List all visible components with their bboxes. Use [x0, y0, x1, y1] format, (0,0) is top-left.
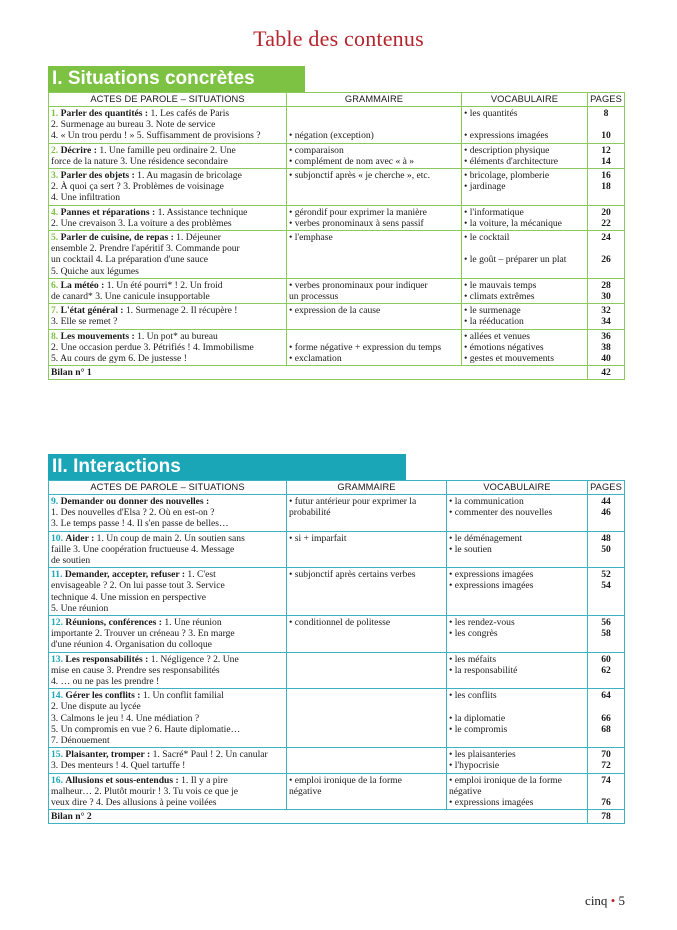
- vocabulaire-line: • les conflits: [449, 690, 497, 702]
- page-number: 18: [601, 181, 611, 193]
- unit-title: Demander, accepter, refuser :: [64, 569, 186, 581]
- unit-title: Allusions et sous-entendus :: [65, 774, 179, 786]
- actes-line: [51, 749, 284, 760]
- vocabulaire-line: • les rendez-vous: [449, 617, 515, 629]
- blank-line: [464, 119, 585, 130]
- page-number: 8: [603, 108, 609, 119]
- page-number: 62: [601, 664, 611, 676]
- actes-line: de soutien: [51, 555, 91, 567]
- unit-title: L'état général :: [60, 305, 124, 317]
- unit-title: Les mouvements :: [60, 330, 135, 342]
- page-number: 40: [601, 353, 611, 365]
- grammaire-line: • verbes pronominaux à sens passif: [289, 217, 424, 229]
- grammaire-line: • gérondif pour exprimer la manière: [289, 206, 427, 218]
- table-row: [49, 231, 625, 279]
- table-row: [49, 652, 625, 689]
- grammaire-line: • négation (exception): [289, 130, 374, 142]
- page-number: 48: [601, 532, 611, 544]
- actes-cell: [49, 531, 287, 568]
- pages-cell: [588, 169, 625, 206]
- actes-cell: [49, 329, 287, 366]
- actes-line: importante 2. Trouver un créneau ? 3. En marge: [51, 628, 235, 640]
- unit-title: Plaisanter, tromper :: [65, 749, 151, 761]
- grammaire-line: • emploi ironique de la forme: [289, 774, 402, 786]
- actes-cell: [49, 143, 287, 168]
- actes-line: [51, 654, 284, 665]
- bilan-page: 42: [588, 366, 625, 380]
- vocabulaire-line: • allées et venues: [464, 330, 530, 342]
- actes-line: veux dire ? 4. Des allusions à peine voilées: [51, 797, 217, 809]
- actes-line: technique 4. Une mission en perspective: [51, 591, 207, 603]
- blank-line: [464, 243, 585, 254]
- pages-cell: [588, 107, 625, 144]
- pages-cell: [588, 748, 625, 773]
- actes-line: 1. Des nouvelles d'Elsa ? 2. Où en est-on ?: [51, 507, 215, 519]
- vocabulaire-cell: [447, 495, 588, 532]
- grammaire-line: • conditionnel de politesse: [289, 617, 391, 629]
- actes-text: 1. C'est: [185, 569, 216, 581]
- grammaire-cell: [287, 169, 462, 206]
- actes-line: force de la nature 3. Une résidence secondaire: [51, 155, 228, 167]
- actes-line: 7. Dénouement: [51, 735, 110, 747]
- page-number: 46: [601, 507, 611, 519]
- pages-cell: [588, 205, 625, 230]
- blank-line: [289, 119, 459, 130]
- unit-number: 2.: [51, 144, 59, 156]
- grammaire-cell: [287, 304, 462, 329]
- actes-cell: [49, 616, 287, 653]
- page-number: 22: [601, 217, 611, 229]
- pages-cell: [588, 231, 625, 279]
- unit-title: Aider :: [65, 532, 95, 544]
- actes-line: [51, 331, 284, 342]
- unit-number: 6.: [51, 279, 59, 291]
- page-number: 76: [601, 797, 611, 809]
- actes-line: 2. Une occasion perdue 3. Pétrifiés ! 4. Immobilisme: [51, 341, 254, 353]
- unit-number: 11.: [51, 569, 63, 581]
- page-number: 14: [601, 155, 611, 167]
- header-vocabulaire: VOCABULAIRE: [462, 93, 588, 107]
- vocabulaire-line: • la responsabilité: [449, 664, 518, 676]
- pages-cell: [588, 568, 625, 616]
- page-number: 66: [601, 712, 611, 724]
- actes-line: 3. Le temps passe ! 4. Il s'en passe de belles…: [51, 518, 229, 530]
- unit-number: 7.: [51, 305, 59, 317]
- actes-cell: [49, 205, 287, 230]
- actes-line: 2. À quoi ça sert ? 3. Problèmes de voisinage: [51, 181, 224, 193]
- grammaire-cell: [287, 329, 462, 366]
- actes-line: [51, 232, 284, 243]
- vocabulaire-cell: [462, 304, 588, 329]
- page-number: 74: [601, 774, 611, 786]
- actes-line: 3. Calmons le jeu ! 4. Une médiation ?: [51, 712, 200, 724]
- vocabulaire-cell: [462, 329, 588, 366]
- actes-cell: [49, 107, 287, 144]
- table-row: [49, 531, 625, 568]
- vocabulaire-line: • le soutien: [449, 543, 492, 555]
- page-number: 58: [601, 628, 611, 640]
- actes-line: un cocktail 4. La préparation d'une sauce: [51, 254, 209, 266]
- grammaire-line: • verbes pronominaux pour indiquer: [289, 279, 428, 291]
- actes-text: 1. Sacré* Paul ! 2. Un canular: [150, 749, 268, 761]
- pages-cell: [588, 531, 625, 568]
- vocabulaire-line: • le goût – préparer un plat: [464, 254, 567, 266]
- table-row: [49, 107, 625, 144]
- vocabulaire-line: • description physique: [464, 144, 550, 156]
- vocabulaire-line: • le déménagement: [449, 532, 523, 544]
- unit-number: 5.: [51, 232, 59, 244]
- vocabulaire-line: • les plaisanteries: [449, 749, 516, 761]
- grammaire-line: • expression de la cause: [289, 305, 381, 317]
- grammaire-line: • l'emphase: [289, 232, 333, 244]
- unit-number: 8.: [51, 330, 59, 342]
- actes-cell: [49, 773, 287, 810]
- grammaire-cell: [287, 205, 462, 230]
- actes-cell: [49, 169, 287, 206]
- table-row: [49, 169, 625, 206]
- table-row: [49, 205, 625, 230]
- vocabulaire-line: • la diplomatie: [449, 712, 506, 724]
- blank-line: [289, 108, 459, 119]
- pages-cell: [588, 304, 625, 329]
- actes-line: 4. « Un trou perdu ! » 5. Suffisamment de provisions ?: [51, 130, 261, 142]
- pages-cell: [588, 278, 625, 303]
- grammaire-cell: [287, 652, 447, 689]
- actes-line: 3. Des menteurs ! 4. Quel tartuffe !: [51, 760, 186, 772]
- vocabulaire-line: • bricolage, plomberie: [464, 170, 550, 182]
- table-row: [49, 616, 625, 653]
- vocabulaire-cell: [462, 205, 588, 230]
- grammaire-line: • exclamation: [289, 353, 342, 365]
- actes-text: 1. Négligence ? 2. Une: [148, 653, 239, 665]
- section-1-title: I. Situations concrètes: [48, 66, 305, 92]
- actes-line: 5. Une réunion: [51, 602, 109, 614]
- actes-text: 1. Assistance technique: [155, 206, 248, 218]
- actes-line: 5. Quiche aux légumes: [51, 265, 139, 277]
- bilan-label: Bilan n° 1: [49, 366, 588, 380]
- page-number: 68: [601, 723, 611, 735]
- actes-cell: [49, 495, 287, 532]
- blank-line: [449, 701, 585, 712]
- unit-title: Gérer les conflits :: [65, 690, 141, 702]
- actes-line: [51, 775, 284, 786]
- page-number: 60: [601, 653, 611, 665]
- vocabulaire-line: • la voiture, la mécanique: [464, 217, 562, 229]
- actes-cell: [49, 278, 287, 303]
- unit-title: Demander ou donner des nouvelles :: [60, 496, 210, 507]
- page-number: 50: [601, 543, 611, 555]
- page-number: 34: [601, 316, 611, 328]
- table-row: [49, 568, 625, 616]
- page-number: 10: [601, 130, 611, 142]
- pages-cell: [588, 143, 625, 168]
- blank-line: [590, 786, 622, 797]
- actes-line: d'une réunion 4. Organisation du colloque: [51, 639, 212, 651]
- unit-title: La météo :: [60, 279, 105, 291]
- actes-line: 5. Au cours de gym 6. De justesse !: [51, 353, 187, 365]
- header-grammaire: GRAMMAIRE: [287, 93, 462, 107]
- header-actes: ACTES DE PAROLE – SITUATIONS: [49, 481, 287, 495]
- unit-number: 15.: [51, 749, 63, 761]
- blank-line: [590, 243, 622, 254]
- unit-title: Réunions, conférences :: [65, 617, 162, 629]
- page-number: 72: [601, 760, 611, 772]
- bilan-page: 78: [588, 810, 625, 824]
- vocabulaire-line: • expressions imagées: [449, 580, 534, 592]
- bilan-row: [49, 810, 625, 824]
- unit-number: 16.: [51, 774, 63, 786]
- actes-text: 1. Au magasin de bricolage: [134, 170, 242, 182]
- grammaire-line: • futur antérieur pour exprimer la: [289, 496, 417, 507]
- grammaire-cell: [287, 231, 462, 279]
- bilan-label: Bilan n° 2: [49, 810, 588, 824]
- unit-title: Décrire :: [60, 144, 97, 156]
- page-number: 38: [601, 341, 611, 353]
- actes-line: faille 3. Une coopération fructueuse 4. Message: [51, 543, 235, 555]
- actes-line: [51, 690, 284, 701]
- vocabulaire-line: • l'hypocrisie: [449, 760, 500, 772]
- blank-line: [590, 701, 622, 712]
- grammaire-cell: [287, 748, 447, 773]
- section-2-table: [48, 480, 625, 824]
- actes-line: [51, 533, 284, 544]
- page-number: 16: [601, 170, 611, 182]
- vocabulaire-line: • jardinage: [464, 181, 506, 193]
- page-number: 20: [601, 206, 611, 218]
- vocabulaire-cell: [447, 531, 588, 568]
- unit-number: 1.: [51, 108, 59, 119]
- unit-number: 10.: [51, 532, 63, 544]
- actes-line: 4. Une infiltration: [51, 192, 121, 204]
- pages-cell: [588, 773, 625, 810]
- actes-line: [51, 145, 284, 156]
- pages-cell: [588, 329, 625, 366]
- grammaire-cell: [287, 278, 462, 303]
- actes-text: 1. Une réunion: [161, 617, 222, 629]
- pages-cell: [588, 652, 625, 689]
- table-row: [49, 689, 625, 748]
- unit-title: Parler des quantités :: [60, 108, 149, 119]
- actes-text: 1. Un conflit familial: [140, 690, 224, 702]
- actes-line: malheur… 2. Plutôt mourir ! 3. Tu vois ce que je: [51, 785, 239, 797]
- vocabulaire-line: • émotions négatives: [464, 341, 544, 353]
- footer-bullet: •: [610, 893, 616, 908]
- actes-text: 1. Une famille peu ordinaire 2. Une: [96, 144, 236, 156]
- footer-text: cinq: [585, 893, 608, 908]
- vocabulaire-cell: [447, 773, 588, 810]
- vocabulaire-line: • le mauvais temps: [464, 279, 537, 291]
- page-number: 24: [601, 232, 611, 244]
- grammaire-line: un processus: [289, 291, 339, 303]
- pages-cell: [588, 616, 625, 653]
- bilan-row: [49, 366, 625, 380]
- actes-cell: [49, 304, 287, 329]
- vocabulaire-line: • le surmenage: [464, 305, 521, 317]
- page-number: 32: [601, 305, 611, 317]
- header-actes: ACTES DE PAROLE – SITUATIONS: [49, 93, 287, 107]
- unit-title: Parler des objets :: [60, 170, 135, 182]
- vocabulaire-cell: [462, 278, 588, 303]
- grammaire-cell: [287, 143, 462, 168]
- grammaire-line: • subjonctif après « je cherche », etc.: [289, 170, 431, 182]
- vocabulaire-line: • le compromis: [449, 723, 508, 735]
- actes-line: [51, 569, 284, 580]
- vocabulaire-line: • les congrès: [449, 628, 498, 640]
- actes-line: mise en cause 3. Prendre ses responsabilités: [51, 664, 220, 676]
- unit-number: 4.: [51, 206, 59, 218]
- vocabulaire-line: • expressions imagées: [449, 797, 534, 809]
- vocabulaire-line: négative: [449, 785, 482, 797]
- actes-line: 4. … ou ne pas les prendre !: [51, 676, 160, 688]
- grammaire-line: négative: [289, 785, 322, 797]
- unit-number: 13.: [51, 653, 63, 665]
- unit-number: 9.: [51, 496, 59, 507]
- header-pages: PAGES: [588, 481, 625, 495]
- actes-cell: [49, 568, 287, 616]
- header-pages: PAGES: [588, 93, 625, 107]
- actes-text: 1. Un été pourri* ! 2. Un froid: [104, 279, 223, 291]
- actes-text: 1. Déjeuner: [173, 232, 221, 244]
- unit-number: 14.: [51, 690, 63, 702]
- grammaire-line: • forme négative + expression du temps: [289, 341, 442, 353]
- actes-line: 3. Elle se remet ?: [51, 316, 118, 328]
- table-row: [49, 773, 625, 810]
- grammaire-line: • comparaison: [289, 144, 344, 156]
- vocabulaire-line: • l'informatique: [464, 206, 524, 218]
- actes-cell: [49, 748, 287, 773]
- grammaire-line: • si + imparfait: [289, 532, 347, 544]
- unit-title: Les responsabilités :: [65, 653, 149, 665]
- blank-line: [590, 119, 622, 130]
- vocabulaire-line: • les quantités: [464, 108, 518, 119]
- grammaire-line: probabilité: [289, 507, 331, 519]
- vocabulaire-line: • expressions imagées: [449, 569, 534, 581]
- table-row: [49, 278, 625, 303]
- table-row: [49, 748, 625, 773]
- page-number: 26: [601, 254, 611, 266]
- actes-line: envisageable ? 2. On lui passe tout 3. Service: [51, 580, 225, 592]
- actes-text: 1. Surmenage 2. Il récupère !: [123, 305, 238, 317]
- vocabulaire-line: • éléments d'architecture: [464, 155, 559, 167]
- actes-line: [51, 496, 284, 507]
- table-row: [49, 304, 625, 329]
- grammaire-cell: [287, 689, 447, 748]
- pages-cell: [588, 689, 625, 748]
- pages-cell: [588, 495, 625, 532]
- actes-line: 2. Une dispute au lycée: [51, 701, 141, 713]
- grammaire-line: • complément de nom avec « à »: [289, 155, 415, 167]
- section-2: [48, 454, 624, 824]
- vocabulaire-cell: [447, 689, 588, 748]
- vocabulaire-cell: [462, 169, 588, 206]
- page-number: 36: [601, 330, 611, 342]
- vocabulaire-line: • gestes et mouvements: [464, 353, 554, 365]
- page-title: Table des contenus: [253, 26, 424, 51]
- unit-title: Parler de cuisine, de repas :: [60, 232, 174, 244]
- vocabulaire-cell: [462, 107, 588, 144]
- page-number: 28: [601, 279, 611, 291]
- vocabulaire-cell: [462, 143, 588, 168]
- page-footer: [585, 893, 625, 909]
- grammaire-cell: [287, 531, 447, 568]
- actes-line: ensemble 2. Prendre l'apéritif 3. Commande pour: [51, 243, 240, 255]
- grammaire-cell: [287, 568, 447, 616]
- table-row: [49, 143, 625, 168]
- unit-title: Pannes et réparations :: [60, 206, 156, 218]
- page-number: 5: [618, 893, 625, 908]
- actes-line: [51, 617, 284, 628]
- actes-line: [51, 170, 284, 181]
- header-vocabulaire: VOCABULAIRE: [447, 481, 588, 495]
- grammaire-cell: [287, 495, 447, 532]
- vocabulaire-cell: [462, 231, 588, 279]
- vocabulaire-cell: [447, 616, 588, 653]
- vocabulaire-line: • les méfaits: [449, 653, 497, 665]
- page-number: 54: [601, 580, 611, 592]
- vocabulaire-line: • la rééducation: [464, 316, 524, 328]
- table-row: [49, 495, 625, 532]
- actes-line: [51, 305, 284, 316]
- vocabulaire-line: • emploi ironique de la forme: [449, 774, 562, 786]
- grammaire-cell: [287, 107, 462, 144]
- page-number: 70: [601, 749, 611, 761]
- page-number: 44: [601, 496, 611, 507]
- page-number: 52: [601, 569, 611, 581]
- section-1-table: [48, 92, 625, 380]
- vocabulaire-line: • commenter des nouvelles: [449, 507, 553, 519]
- actes-cell: [49, 652, 287, 689]
- page-number: 64: [601, 690, 611, 702]
- actes-text: 1. Les cafés de Paris: [148, 108, 230, 119]
- table-header-row: [49, 481, 625, 495]
- unit-number: 12.: [51, 617, 63, 629]
- vocabulaire-line: • climats extrêmes: [464, 291, 535, 303]
- vocabulaire-line: • le cocktail: [464, 232, 510, 244]
- actes-text: 1. Un pot* au bureau: [134, 330, 218, 342]
- table-row: [49, 329, 625, 366]
- actes-line: [51, 108, 284, 119]
- unit-number: 3.: [51, 170, 59, 182]
- page-number: 12: [601, 144, 611, 156]
- vocabulaire-line: • expressions imagées: [464, 130, 549, 142]
- actes-line: [51, 280, 284, 291]
- actes-line: de canard* 3. Une canicule insupportable: [51, 291, 210, 303]
- vocabulaire-cell: [447, 652, 588, 689]
- actes-line: 5. Un compromis en vue ? 6. Haute diplomatie…: [51, 723, 241, 735]
- actes-cell: [49, 231, 287, 279]
- table-header-row: [49, 93, 625, 107]
- page-number: 56: [601, 617, 611, 629]
- actes-text: 1. Un coup de main 2. Un soutien sans: [94, 532, 245, 544]
- blank-line: [289, 331, 459, 342]
- grammaire-line: • subjonctif après certains verbes: [289, 569, 416, 581]
- vocabulaire-cell: [447, 748, 588, 773]
- section-1: [48, 66, 624, 380]
- vocabulaire-cell: [447, 568, 588, 616]
- actes-line: [51, 207, 284, 218]
- actes-cell: [49, 689, 287, 748]
- header-grammaire: GRAMMAIRE: [287, 481, 447, 495]
- grammaire-cell: [287, 773, 447, 810]
- grammaire-cell: [287, 616, 447, 653]
- actes-line: 2. Une crevaison 3. La voiture a des problèmes: [51, 217, 232, 229]
- page-number: 30: [601, 291, 611, 303]
- section-2-title: II. Interactions: [48, 454, 406, 480]
- actes-text: 1. Il y a pire: [178, 774, 228, 786]
- actes-line: 2. Surmenage au bureau 3. Note de service: [51, 119, 216, 131]
- vocabulaire-line: • la communication: [449, 496, 524, 507]
